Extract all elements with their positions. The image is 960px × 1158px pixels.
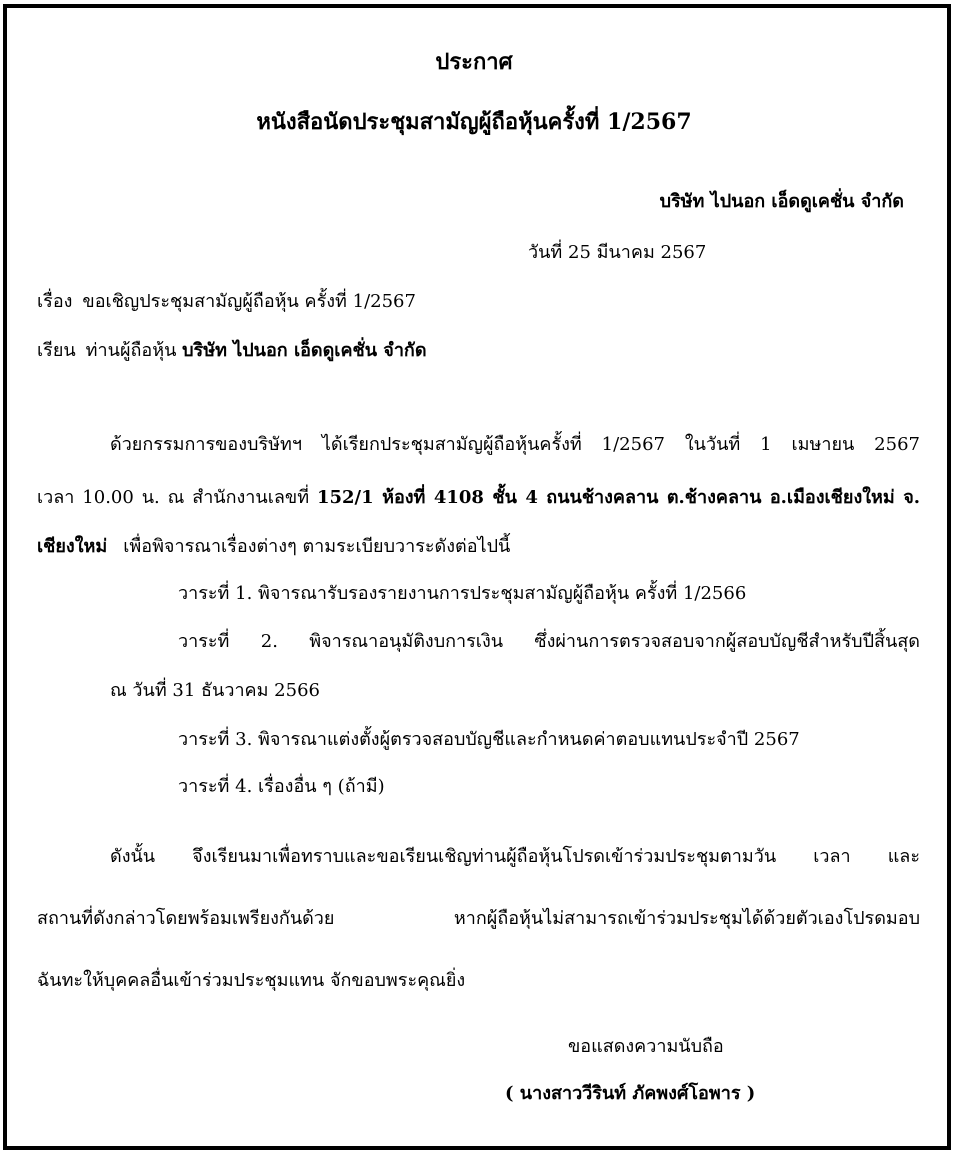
closing-line-2: สถานที่ดังกล่าวโดยพร้อมเพรียงกันด้วย หากผู้ถือหุ้นไม่สามารถเข้าร่วมประชุมได้ด้วยตัวเองโปรดมอบ xyxy=(37,908,920,929)
agenda-item-2-line-1: วาระที่ 2. พิจารณาอนุมัติงบการเงิน ซึ่งผ่านการตรวจสอบจากผู้สอบบัญชีสำหรับปีสิ้นสุด xyxy=(178,631,920,652)
document-date: วันที่ 25 มีนาคม 2567 xyxy=(528,242,707,263)
intro-address: 152/1 ห้องที่ 4108 ชั้น 4 ถนนช้างคลาน ต.ช้างคลาน อ.เมืองเชียงใหม่ จ. xyxy=(316,487,921,508)
agenda-item-2-line-2: ณ วันที่ 31 ธันวาคม 2566 xyxy=(110,680,320,701)
company-name: บริษัท ไปนอก เอ็ดดูเคชั่น จำกัด xyxy=(659,191,904,212)
intro-line-3 xyxy=(37,535,510,559)
announcement-title: ประกาศ xyxy=(435,49,513,75)
recipient-text: ท่านผู้ถือหุ้น xyxy=(85,340,177,361)
subject-line xyxy=(37,290,416,314)
subject-label: เรื่อง xyxy=(37,291,73,312)
intro-line-1: ด้วยกรรมการของบริษัทฯ ได้เรียกประชุมสามัญผู้ถือหุ้นครั้งที่ 1/2567 ในวันที่ 1 เมษายน 2567 xyxy=(110,434,920,455)
recipient-line xyxy=(37,339,427,363)
intro-province: เชียงใหม่ xyxy=(37,536,108,557)
recipient-label: เรียน xyxy=(37,340,76,361)
signature-regards: ขอแสดงความนับถือ xyxy=(568,1036,724,1057)
agenda-item-1: วาระที่ 1. พิจารณารับรองรายงานการประชุมสามัญผู้ถือหุ้น ครั้งที่ 1/2566 xyxy=(178,583,747,604)
subject-text: ขอเชิญประชุมสามัญผู้ถือหุ้น ครั้งที่ 1/2567 xyxy=(82,291,416,312)
closing-line-1: ดังนั้น จึงเรียนมาเพื่อทราบและขอเรียนเชิญท่านผู้ถือหุ้นโปรดเข้าร่วมประชุมตามวัน เวลา และ xyxy=(110,846,920,867)
intro-purpose: เพื่อพิจารณาเรื่องต่างๆ ตามระเบียบวาระดังต่อไปนี้ xyxy=(123,536,511,557)
intro-address-prefix: เวลา 10.00 น. ณ สำนักงานเลขที่ xyxy=(37,487,310,508)
agenda-item-3: วาระที่ 3. พิจารณาแต่งตั้งผู้ตรวจสอบบัญชีและกำหนดค่าตอบแทนประจำปี 2567 xyxy=(178,729,800,750)
signature-name: ( นางสาววีรินท์ ภัคพงศ์โอพาร ) xyxy=(505,1083,756,1104)
recipient-company: บริษัท ไปนอก เอ็ดดูเคชั่น จำกัด xyxy=(182,340,427,361)
intro-line-2 xyxy=(37,486,920,510)
agenda-item-4: วาระที่ 4. เรื่องอื่น ๆ (ถ้ามี) xyxy=(178,776,385,797)
closing-line-3: ฉันทะให้บุคคลอื่นเข้าร่วมประชุมแทน จักขอบพระคุณยิ่ง xyxy=(37,970,466,991)
announcement-subtitle: หนังสือนัดประชุมสามัญผู้ถือหุ้นครั้งที่ 1/2567 xyxy=(256,109,692,135)
